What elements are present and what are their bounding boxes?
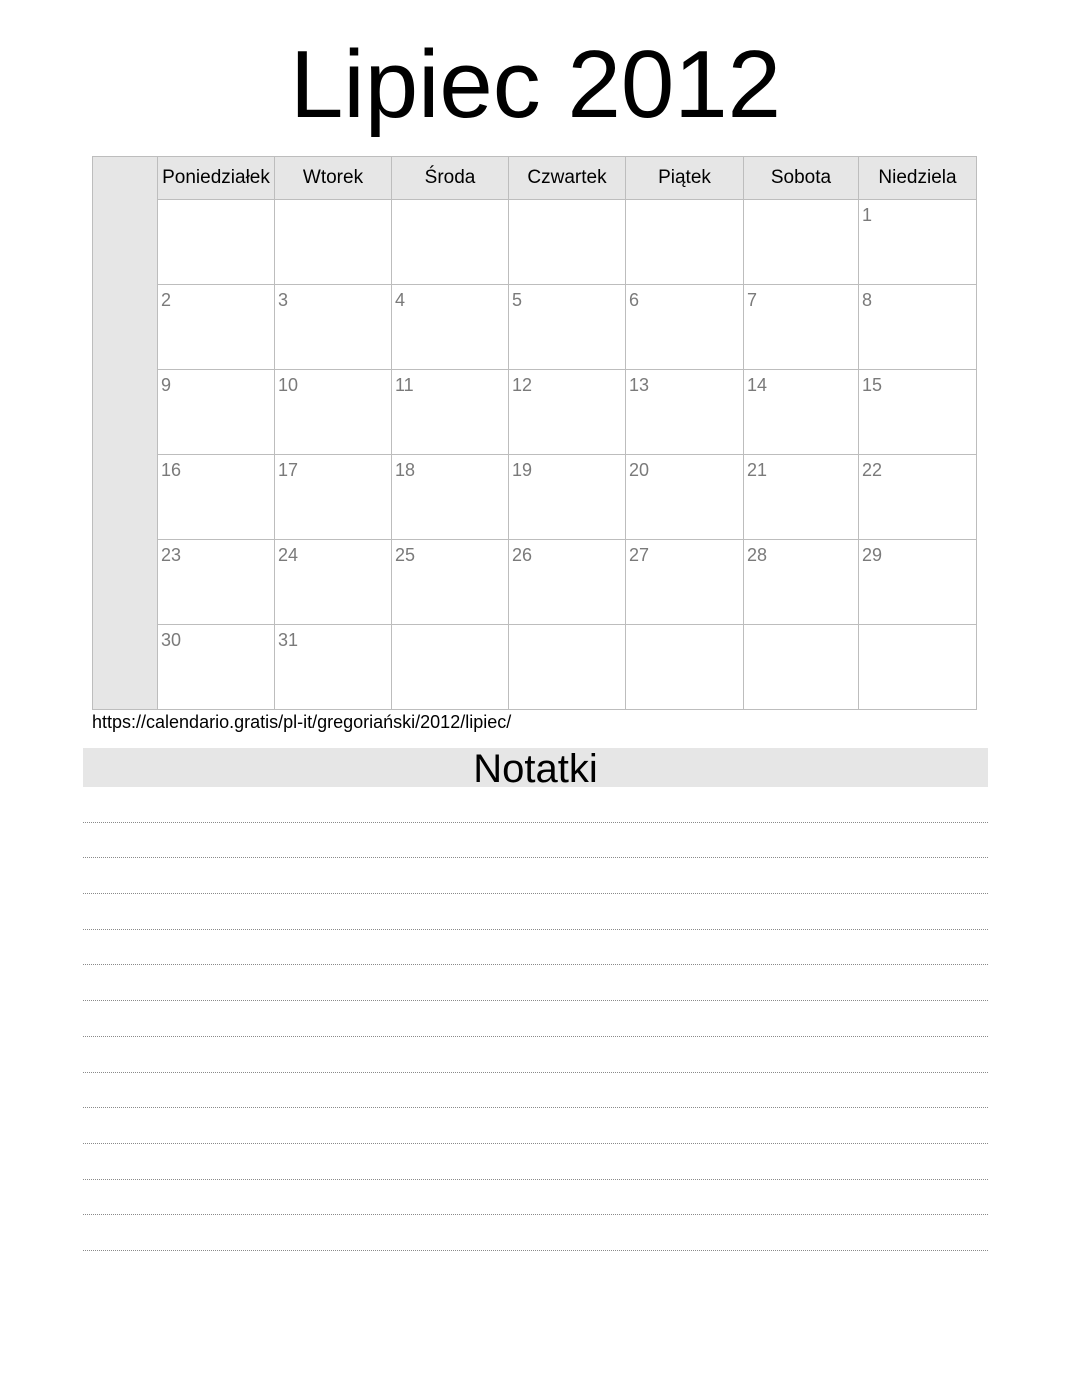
day-cell[interactable] <box>744 200 859 284</box>
day-number: 22 <box>862 460 883 480</box>
day-number: 26 <box>512 545 533 565</box>
weekday-header: Piątek <box>626 157 744 199</box>
day-number: 9 <box>161 375 172 395</box>
day-number: 16 <box>161 460 182 480</box>
day-cell[interactable] <box>859 540 976 624</box>
calendar-week-row <box>158 370 976 455</box>
day-number: 31 <box>278 630 299 650</box>
day-cell[interactable] <box>158 200 275 284</box>
day-cell[interactable] <box>392 540 509 624</box>
day-number: 7 <box>747 290 758 310</box>
weekday-header: Czwartek <box>509 157 626 199</box>
day-cell[interactable] <box>158 370 275 454</box>
day-cell[interactable] <box>509 455 626 539</box>
day-cell[interactable] <box>626 285 744 369</box>
day-cell[interactable] <box>859 370 976 454</box>
day-cell[interactable] <box>859 625 976 709</box>
weekday-header: Niedziela <box>878 167 957 188</box>
day-number: 28 <box>747 545 768 565</box>
day-number: 10 <box>278 375 299 395</box>
day-cell[interactable] <box>744 540 859 624</box>
day-number: 17 <box>278 460 299 480</box>
day-number: 6 <box>629 290 640 310</box>
day-number: 21 <box>747 460 768 480</box>
note-line[interactable] <box>83 1037 988 1073</box>
weekday-header: Wtorek <box>275 157 392 199</box>
day-cell[interactable] <box>509 285 626 369</box>
day-cell[interactable] <box>744 625 859 709</box>
note-line[interactable] <box>83 965 988 1001</box>
weekday-header-row <box>158 157 976 200</box>
note-line[interactable] <box>83 787 988 823</box>
calendar-week-row <box>158 200 976 285</box>
note-line[interactable] <box>83 1108 988 1144</box>
day-number: 20 <box>629 460 650 480</box>
day-number: 15 <box>862 375 883 395</box>
note-line[interactable] <box>83 1144 988 1180</box>
day-cell[interactable] <box>509 370 626 454</box>
day-cell[interactable] <box>626 200 744 284</box>
day-cell[interactable] <box>392 285 509 369</box>
day-cell[interactable] <box>392 625 509 709</box>
note-line[interactable] <box>83 894 988 930</box>
calendar-week-row <box>158 540 976 625</box>
note-line[interactable] <box>83 1001 988 1037</box>
day-number: 13 <box>629 375 650 395</box>
day-cell[interactable] <box>626 540 744 624</box>
day-cell[interactable] <box>509 200 626 284</box>
day-cell[interactable] <box>744 455 859 539</box>
note-line[interactable] <box>83 1215 988 1251</box>
day-number: 25 <box>395 545 416 565</box>
note-line[interactable] <box>83 1180 988 1216</box>
day-cell[interactable] <box>158 285 275 369</box>
day-cell[interactable] <box>275 540 392 624</box>
weekday-header: Poniedziałek <box>158 157 275 199</box>
day-number: 19 <box>512 460 533 480</box>
day-cell[interactable] <box>859 455 976 539</box>
day-number: 2 <box>161 290 172 310</box>
day-cell[interactable] <box>626 370 744 454</box>
day-number: 3 <box>278 290 289 310</box>
day-number: 14 <box>747 375 768 395</box>
day-cell[interactable] <box>626 455 744 539</box>
calendar-week-row <box>158 625 976 709</box>
day-number: 24 <box>278 545 299 565</box>
day-cell[interactable] <box>392 370 509 454</box>
source-link[interactable]: https://calendario.gratis/pl-it/gregoriański/2012/lipiec/ <box>92 712 512 732</box>
day-cell[interactable] <box>509 625 626 709</box>
week-number-column <box>93 157 158 709</box>
calendar-week-row <box>158 455 976 540</box>
day-cell[interactable] <box>275 370 392 454</box>
day-cell[interactable] <box>859 285 976 369</box>
day-cell[interactable] <box>158 540 275 624</box>
notes-header: Notatki <box>83 748 988 787</box>
day-cell[interactable] <box>392 200 509 284</box>
day-number: 18 <box>395 460 416 480</box>
day-cell[interactable] <box>158 625 275 709</box>
note-line[interactable] <box>83 823 988 859</box>
page-title: Lipiec 2012 <box>289 31 782 138</box>
day-cell[interactable] <box>158 455 275 539</box>
calendar-grid <box>158 200 976 709</box>
day-number: 1 <box>862 205 873 225</box>
day-number: 12 <box>512 375 533 395</box>
day-number: 27 <box>629 545 650 565</box>
day-cell[interactable] <box>275 625 392 709</box>
day-cell[interactable] <box>744 370 859 454</box>
weekday-header: Środa <box>392 157 509 199</box>
day-cell[interactable] <box>626 625 744 709</box>
notes-lines <box>83 787 988 1251</box>
note-line[interactable] <box>83 930 988 966</box>
day-cell[interactable] <box>275 200 392 284</box>
day-number: 8 <box>862 290 873 310</box>
day-cell[interactable] <box>744 285 859 369</box>
calendar-week-row <box>158 285 976 370</box>
day-cell[interactable] <box>509 540 626 624</box>
day-number: 11 <box>395 375 414 395</box>
month-calendar <box>92 156 977 710</box>
day-number: 29 <box>862 545 883 565</box>
day-number: 5 <box>512 290 523 310</box>
weekday-header: Sobota <box>744 157 859 199</box>
day-cell[interactable] <box>859 200 976 284</box>
note-line[interactable] <box>83 858 988 894</box>
day-cell[interactable] <box>392 455 509 539</box>
day-cell[interactable] <box>275 285 392 369</box>
day-number: 4 <box>395 290 406 310</box>
day-number: 30 <box>161 630 182 650</box>
day-cell[interactable] <box>275 455 392 539</box>
day-number: 23 <box>161 545 182 565</box>
note-line[interactable] <box>83 1073 988 1109</box>
